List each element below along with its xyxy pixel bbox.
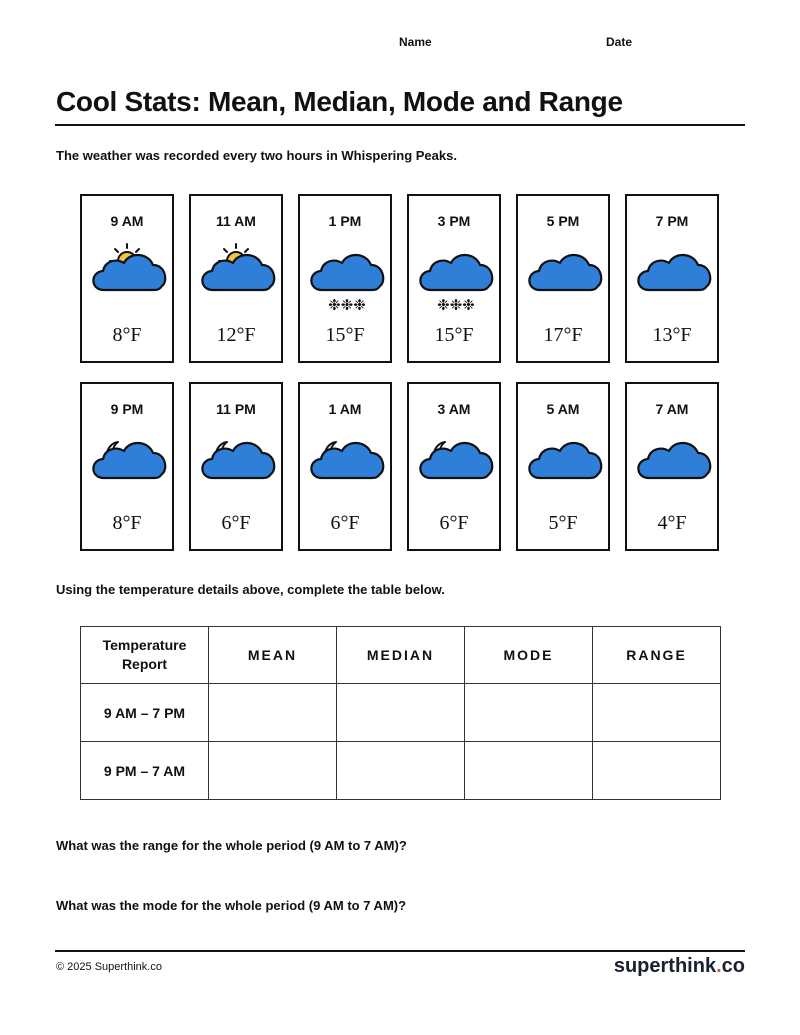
column-header-mean: MEAN [209, 627, 337, 684]
cloud-icon [420, 443, 492, 478]
column-header-median: MEDIAN [337, 627, 465, 684]
cloud-icon [311, 255, 383, 290]
column-header-line: Report [121, 656, 168, 672]
card-time: 3 PM [437, 213, 471, 229]
weather-card [189, 382, 283, 551]
row-label: 9 PM – 7 AM [81, 742, 209, 800]
weather-card [516, 194, 610, 363]
card-time: 1 PM [328, 213, 362, 229]
answer-cell-range[interactable] [593, 742, 721, 800]
question-mode: What was the mode for the whole period (9 AM to 7 AM)? [56, 898, 407, 913]
card-temperature: 6°F [221, 512, 251, 534]
weather-card [407, 194, 501, 363]
cloud-icon [529, 443, 601, 478]
weather-card [298, 382, 392, 551]
card-time: 7 AM [655, 401, 689, 417]
answer-cell-median[interactable] [337, 684, 465, 742]
card-time: 11 PM [216, 401, 256, 417]
cloud-icon [93, 255, 165, 290]
answer-cell-mean[interactable] [209, 742, 337, 800]
copyright-text: © 2025 Superthink.co [56, 961, 162, 973]
snowflake-icon: ❉❉❉ [437, 296, 475, 314]
card-time: 7 PM [655, 213, 689, 229]
intro-text: The weather was recorded every two hours in Whispering Peaks. [56, 148, 457, 163]
cloud-icon [93, 443, 165, 478]
page-title: Cool Stats: Mean, Median, Mode and Range [56, 86, 623, 117]
column-header-mode: MODE [465, 627, 593, 684]
answer-cell-mode[interactable] [465, 684, 593, 742]
card-temperature: 4°F [657, 512, 687, 534]
card-temperature: 15°F [434, 324, 474, 346]
weather-card [516, 382, 610, 551]
table-row [81, 684, 721, 742]
snowflake-icon: ❉❉❉ [328, 296, 366, 314]
name-label: Name [399, 35, 432, 49]
card-temperature: 17°F [543, 324, 583, 346]
question-range: What was the range for the whole period (9 AM to 7 AM)? [56, 838, 407, 853]
cloud-icon [638, 443, 710, 478]
card-temperature: 8°F [112, 512, 142, 534]
cloud-icon [638, 255, 710, 290]
card-temperature: 5°F [548, 512, 578, 534]
weather-card [625, 194, 719, 363]
brand-logo [614, 955, 745, 978]
column-header-temperature-report [81, 627, 209, 684]
cloud-icon [202, 443, 274, 478]
brand-text: superthink [613, 955, 717, 977]
cloud-icon [202, 255, 274, 290]
card-temperature: 6°F [439, 512, 469, 534]
card-temperature: 6°F [330, 512, 360, 534]
cloud-icon [311, 443, 383, 478]
weather-card [298, 194, 392, 363]
card-temperature: 15°F [325, 324, 365, 346]
card-temperature: 13°F [652, 324, 692, 346]
footer-divider [55, 950, 745, 952]
answer-cell-mean[interactable] [209, 684, 337, 742]
row-label: 9 AM – 7 PM [81, 684, 209, 742]
answer-cell-range[interactable] [593, 684, 721, 742]
answer-cell-mode[interactable] [465, 742, 593, 800]
brand-tld: co [721, 955, 745, 977]
weather-card [80, 194, 174, 363]
card-time: 11 AM [216, 213, 256, 229]
card-time: 1 AM [328, 401, 362, 417]
card-time: 9 AM [110, 213, 144, 229]
brand-dot: . [716, 955, 722, 977]
card-time: 9 PM [110, 401, 144, 417]
date-label: Date [606, 35, 633, 49]
card-time: 5 AM [546, 401, 580, 417]
table-instruction: Using the temperature details above, complete the table below. [56, 582, 445, 597]
weather-card [189, 194, 283, 363]
column-header-line: Temperature [102, 637, 187, 653]
weather-card [625, 382, 719, 551]
card-temperature: 8°F [112, 324, 142, 346]
column-header-range: RANGE [593, 627, 721, 684]
weather-card [80, 382, 174, 551]
cloud-icon [529, 255, 601, 290]
card-time: 3 AM [437, 401, 471, 417]
card-temperature: 12°F [216, 324, 256, 346]
cloud-icon [420, 255, 492, 290]
table-header-row [81, 627, 721, 684]
weather-card [407, 382, 501, 551]
temperature-report-table [80, 626, 721, 800]
card-time: 5 PM [546, 213, 580, 229]
title-divider [55, 124, 745, 126]
answer-cell-median[interactable] [337, 742, 465, 800]
table-row [81, 742, 721, 800]
